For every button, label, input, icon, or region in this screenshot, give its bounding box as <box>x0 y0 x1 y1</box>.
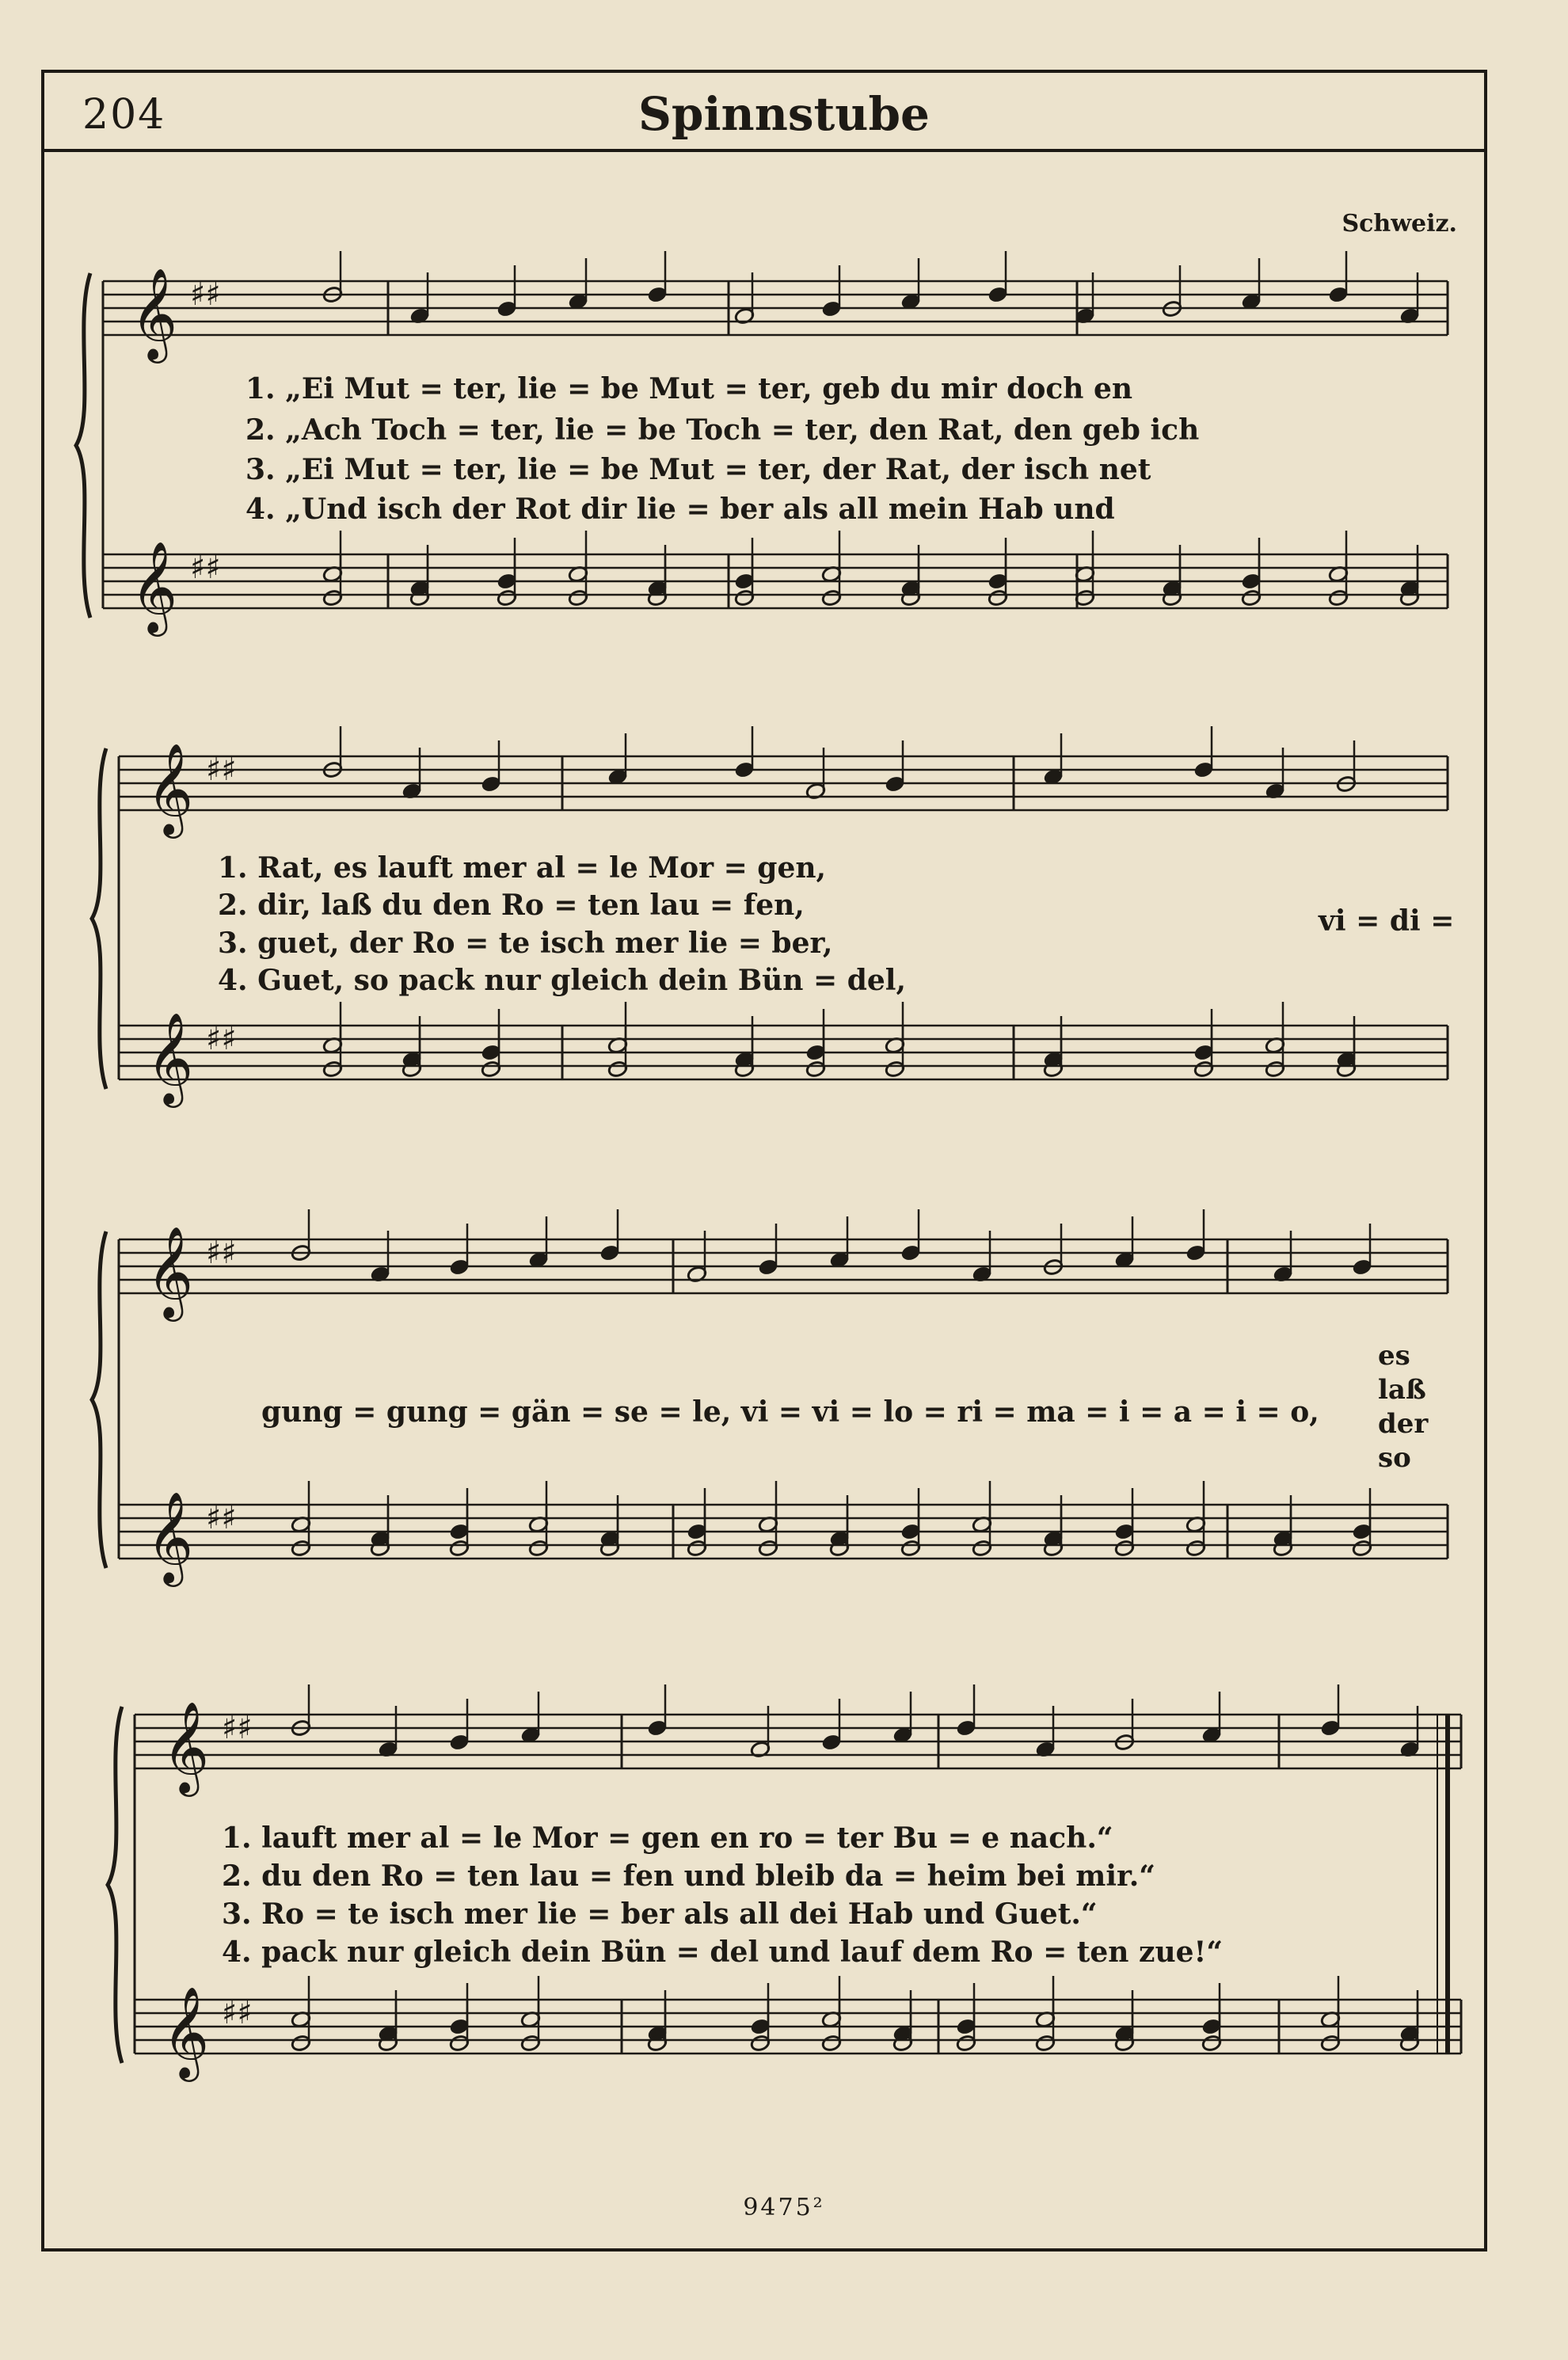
key-signature: ♯♯ <box>206 1021 237 1057</box>
system-brace <box>92 748 106 1089</box>
key-signature: ♯♯ <box>206 1235 237 1271</box>
verse-line: 2. „Ach Toch = ter, lie = be Toch = ter, den Rat, den geb ich <box>245 413 1200 447</box>
origin-label: Schweiz. <box>1342 210 1457 238</box>
verse-pickup: es <box>1378 1340 1410 1372</box>
key-signature: ♯♯ <box>190 276 221 313</box>
verse-line: 4. Guet, so pack nur gleich dein Bün = del, <box>218 964 906 997</box>
verse-line: 1. „Ei Mut = ter, lie = be Mut = ter, geb du mir doch en <box>245 372 1133 405</box>
treble-clef: 𝄞 <box>147 742 194 835</box>
verse-line: 4. pack nur gleich dein Bün = del und lauf dem Ro = ten zue!“ <box>222 1936 1224 1969</box>
verse-line: 1. lauft mer al = le Mor = gen en ro = ter Bu = e nach.“ <box>222 1821 1113 1855</box>
treble-clef: 𝄞 <box>147 1011 194 1104</box>
treble-clef: 𝄞 <box>147 1490 194 1583</box>
refrain-line: gung = gung = gän = se = le, vi = vi = lo = ri = ma = i = a = i = o, <box>261 1395 1319 1429</box>
verse-line: 3. „Ei Mut = ter, lie = be Mut = ter, der Rat, der isch net <box>245 453 1151 486</box>
key-signature: ♯♯ <box>222 1995 253 2031</box>
verse-line: 2. du den Ro = ten lau = fen und bleib da = heim bei mir.“ <box>222 1859 1155 1893</box>
system-brace <box>108 1707 122 2063</box>
catalog-number: 9475² <box>743 2194 825 2221</box>
system-brace <box>76 273 90 618</box>
key-signature: ♯♯ <box>206 752 237 788</box>
treble-clef: 𝄞 <box>162 1700 210 1793</box>
verse-line: 3. Ro = te isch mer lie = ber als all dei Hab und Guet.“ <box>222 1898 1098 1931</box>
system-brace <box>92 1231 106 1568</box>
treble-clef: 𝄞 <box>131 267 178 360</box>
page-title: Spinnstube <box>638 87 930 141</box>
page-number: 204 <box>82 91 166 139</box>
verse-line: 4. „Und isch der Rot dir lie = ber als all mein Hab und <box>245 493 1115 526</box>
key-signature: ♯♯ <box>222 1710 253 1746</box>
verse-pickup: laß <box>1378 1374 1426 1406</box>
verse-line: 2. dir, laß du den Ro = ten lau = fen, <box>218 889 805 922</box>
verse-line: 1. Rat, es lauft mer al = le Mor = gen, <box>218 851 827 885</box>
treble-clef: 𝄞 <box>131 540 178 633</box>
refrain-start: vi = di = <box>1319 904 1455 938</box>
treble-clef: 𝄞 <box>147 1225 194 1318</box>
key-signature: ♯♯ <box>206 1500 237 1536</box>
key-signature: ♯♯ <box>190 550 221 586</box>
verse-pickup: der <box>1378 1408 1429 1440</box>
verse-pickup: so <box>1378 1442 1411 1474</box>
treble-clef: 𝄞 <box>162 1985 210 2078</box>
verse-line: 3. guet, der Ro = te isch mer lie = ber, <box>218 927 833 960</box>
